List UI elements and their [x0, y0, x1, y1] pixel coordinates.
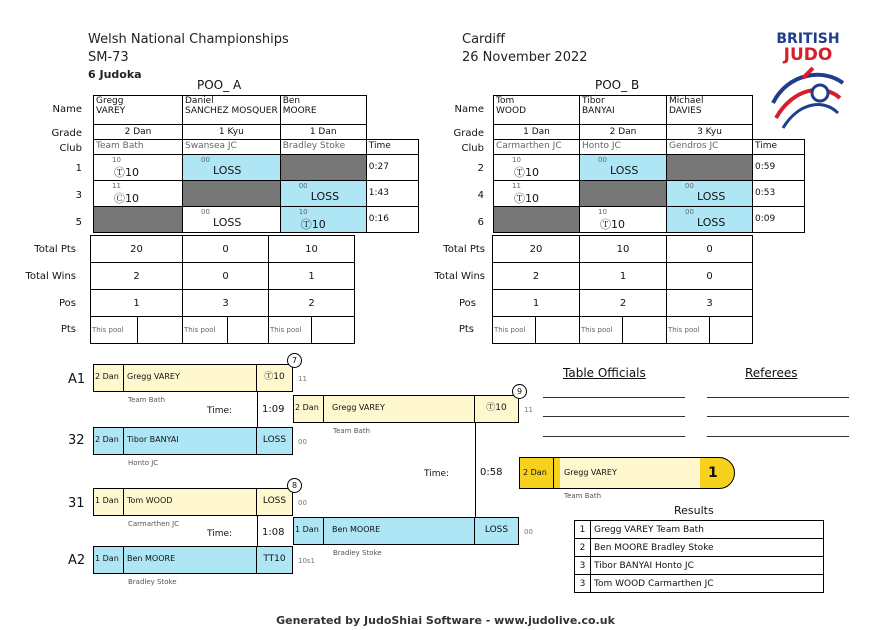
bout-time: 1:43	[366, 181, 418, 207]
club-label: Team Bath	[128, 396, 165, 404]
bout-time: 0:59	[753, 155, 805, 181]
bout-time: 0:16	[366, 207, 418, 233]
bout-score: 00	[524, 528, 533, 536]
result-row: 3 Tom WOOD Carmarthen JC	[575, 575, 824, 593]
date: 26 November 2022	[462, 50, 588, 65]
bracket-slot: 1 Dan Tom WOOD LOSS	[93, 488, 293, 516]
bout-cell: 00 LOSS	[667, 181, 753, 207]
club-label: Carmarthen JC	[128, 520, 180, 528]
bout-number: 9	[512, 384, 527, 399]
results-title: Results	[674, 504, 714, 517]
player-club: Team Bath	[94, 140, 183, 155]
pool-b-title: POO_ B	[595, 78, 640, 92]
time-header: Time	[366, 140, 418, 155]
time-header: Time	[753, 140, 805, 155]
bout-cell: 00 LOSS	[667, 207, 753, 233]
british-judo-logo: BRITISH JUDO	[768, 32, 848, 142]
bout-score: 11	[524, 406, 533, 414]
player-grade: 2 Dan	[94, 125, 183, 140]
label-total-wins: Total Wins	[25, 271, 76, 282]
judoka-count: 6 Judoka	[88, 68, 142, 81]
label-club: Club	[59, 143, 82, 154]
player-grade: 1 Dan	[494, 125, 580, 140]
bout-cell	[580, 181, 667, 207]
label-name: Name	[454, 104, 484, 115]
results-table	[574, 520, 824, 593]
bracket-slot: 2 Dan Gregg VAREY Ⓣ10	[93, 364, 293, 392]
bout-cell: 00 LOSS	[183, 207, 281, 233]
bout-number: 8	[287, 478, 302, 493]
bout-cell	[280, 155, 366, 181]
time-label: Time:	[207, 529, 233, 539]
label-pts: Pts	[458, 324, 474, 335]
label-pos: Pos	[58, 298, 76, 309]
club-label: Team Bath	[564, 492, 601, 500]
club-label: Team Bath	[333, 427, 370, 435]
result-row: 3 Tibor BANYAI Honto JC	[575, 557, 824, 575]
bout-num: 4	[477, 190, 484, 201]
label-grade: Grade	[453, 128, 484, 139]
pool-a-title: POO_ A	[197, 78, 242, 92]
bout-cell: 11 Ⓣ10	[494, 181, 580, 207]
bout-time: 0:27	[366, 155, 418, 181]
player-club: Honto JC	[580, 140, 667, 155]
pool-a-table	[93, 95, 419, 233]
bracket-slot: 1 Dan Ben MOORE TT10	[93, 546, 293, 574]
bout-cell	[94, 207, 183, 233]
city: Cardiff	[462, 32, 505, 47]
table-officials-title: Table Officials	[563, 366, 646, 380]
bout-score: 10s1	[298, 557, 316, 565]
bout-cell: 00 LOSS	[280, 181, 366, 207]
bout-num: 5	[75, 217, 82, 228]
bout-time: 0:09	[753, 207, 805, 233]
footer: Generated by JudoShiai Software - www.judolive.co.uk	[276, 614, 615, 627]
bout-cell: 10 Ⓣ10	[94, 155, 183, 181]
label-total-wins: Total Wins	[434, 271, 485, 282]
bout-score: 11	[298, 375, 307, 383]
winner-slot: 2 Dan Gregg VAREY 1	[519, 457, 735, 489]
club-label: Bradley Stoke	[128, 578, 177, 586]
player-grade: 3 Kyu	[667, 125, 753, 140]
bout-time: 1:08	[262, 527, 285, 538]
bracket-slot: 2 Dan Gregg VAREY Ⓣ10	[293, 395, 519, 423]
bout-cell	[183, 181, 281, 207]
referees-title: Referees	[745, 366, 798, 380]
category: SM-73	[88, 50, 129, 65]
pool-b-totals: 20 10 0 2 1 0 1 2 3 This pool This pool This pool	[492, 235, 753, 344]
bout-cell: 11 Ⓒ10	[94, 181, 183, 207]
player-name: Ben MOORE	[280, 96, 366, 125]
player-grade: 1 Kyu	[183, 125, 281, 140]
player-name: Daniel SANCHEZ MOSQUER	[183, 96, 281, 125]
bout-time: 1:09	[262, 404, 285, 415]
label-pos: Pos	[458, 298, 476, 309]
bout-cell	[667, 155, 753, 181]
result-row: 2 Ben MOORE Bradley Stoke	[575, 539, 824, 557]
player-club: Swansea JC	[183, 140, 281, 155]
player-name: Tom WOOD	[494, 96, 580, 125]
bout-cell: 10 Ⓣ10	[494, 155, 580, 181]
time-label: Time:	[424, 469, 450, 479]
seed-label: A2	[68, 553, 86, 568]
club-label: Honto JC	[128, 459, 159, 467]
bout-cell	[494, 207, 580, 233]
player-grade: 2 Dan	[580, 125, 667, 140]
player-club: Carmarthen JC	[494, 140, 580, 155]
player-name: Michael DAVIES	[667, 96, 753, 125]
bracket-slot: 1 Dan Ben MOORE LOSS	[293, 517, 519, 545]
time-label: Time:	[207, 406, 233, 416]
seed-label: 31	[68, 496, 85, 511]
seed-label: 32	[68, 433, 85, 448]
bout-num: 1	[75, 163, 82, 174]
label-name: Name	[52, 104, 82, 115]
bout-time: 0:58	[480, 467, 503, 478]
label-grade: Grade	[51, 128, 82, 139]
label-club: Club	[461, 143, 484, 154]
bout-num: 2	[477, 163, 484, 174]
bout-cell: 00 LOSS	[183, 155, 281, 181]
bracket-slot: 2 Dan Tibor BANYAI LOSS	[93, 427, 293, 455]
bout-score: 00	[298, 438, 307, 446]
bout-time: 0:53	[753, 181, 805, 207]
label-total-pts: Total Pts	[34, 244, 76, 255]
bout-num: 3	[75, 190, 82, 201]
event-title: Welsh National Championships	[88, 32, 289, 47]
bout-num: 6	[477, 217, 484, 228]
pool-a-totals: 20 0 10 2 0 1 1 3 2 This pool This pool This pool	[90, 235, 355, 344]
label-pts: Pts	[60, 324, 76, 335]
player-name: Tibor BANYAI	[580, 96, 667, 125]
player-club: Gendros JC	[667, 140, 753, 155]
bout-score: 00	[298, 499, 307, 507]
club-label: Bradley Stoke	[333, 549, 382, 557]
player-name: Gregg VAREY	[94, 96, 183, 125]
bout-cell: 00 LOSS	[580, 155, 667, 181]
bout-cell: 10 Ⓣ10	[280, 207, 366, 233]
bout-number: 7	[287, 353, 302, 368]
result-row: 1 Gregg VAREY Team Bath	[575, 521, 824, 539]
bout-cell: 10 Ⓣ10	[580, 207, 667, 233]
pool-b-table	[493, 95, 805, 233]
player-club: Bradley Stoke	[280, 140, 366, 155]
seed-label: A1	[68, 372, 86, 387]
player-grade: 1 Dan	[280, 125, 366, 140]
label-total-pts: Total Pts	[443, 244, 485, 255]
